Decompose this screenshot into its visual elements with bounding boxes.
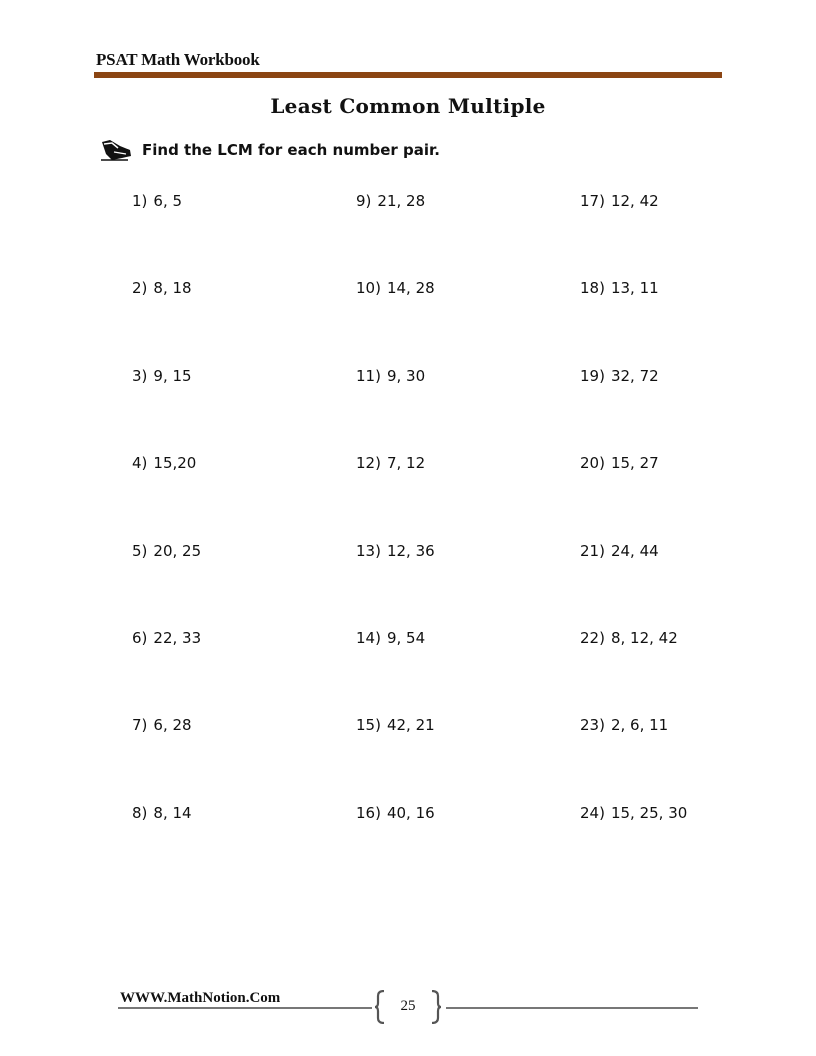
problem-values: 2, 6, 11 (610, 716, 669, 734)
problem-item (580, 454, 659, 472)
problem-number: 20) (580, 454, 605, 472)
problem-number: 6) (132, 629, 148, 647)
right-brace-icon (430, 990, 442, 1024)
writing-hand-icon (100, 138, 134, 162)
problem-item (356, 629, 425, 647)
problem-item (580, 804, 687, 822)
problem-number: 2) (132, 279, 148, 297)
problem-number: 8) (132, 804, 148, 822)
problem-number: 14) (356, 629, 381, 647)
problem-number: 18) (580, 279, 605, 297)
problem-values: 8, 12, 42 (610, 629, 678, 647)
problem-values: 9, 15 (153, 367, 192, 385)
problem-item (356, 804, 435, 822)
footer-rule-right (446, 1007, 698, 1009)
problem-item (132, 279, 192, 297)
problem-number: 22) (580, 629, 605, 647)
instruction (100, 138, 440, 162)
problem-number: 13) (356, 542, 381, 560)
problem-item (356, 542, 435, 560)
problem-item (132, 542, 201, 560)
problem-item (580, 716, 668, 734)
problem-item (580, 279, 659, 297)
problem-values: 15, 27 (610, 454, 659, 472)
instruction-text: Find the LCM for each number pair. (142, 141, 441, 159)
problem-number: 5) (132, 542, 148, 560)
running-header-title: PSAT Math Workbook (96, 50, 260, 69)
problem-number: 1) (132, 192, 148, 210)
problem-values: 12, 36 (386, 542, 435, 560)
problem-number: 9) (356, 192, 372, 210)
problem-values: 8, 14 (153, 804, 192, 822)
problem-item (580, 629, 678, 647)
problem-values: 22, 33 (153, 629, 202, 647)
problem-values: 24, 44 (610, 542, 659, 560)
problem-values: 9, 30 (386, 367, 426, 385)
problem-number: 21) (580, 542, 605, 560)
problem-item (580, 367, 659, 385)
problem-number: 3) (132, 367, 148, 385)
page-number: 25 (400, 998, 416, 1014)
footer-url: WWW.MathNotion.Com (120, 990, 281, 1006)
problem-item (356, 454, 425, 472)
problem-values: 9, 54 (386, 629, 426, 647)
problem-number: 4) (132, 454, 148, 472)
problem-values: 20, 25 (153, 542, 202, 560)
problem-item (356, 367, 425, 385)
problem-number: 17) (580, 192, 605, 210)
problem-values: 8, 18 (153, 279, 192, 297)
problem-number: 10) (356, 279, 381, 297)
problem-values: 6, 5 (153, 192, 183, 210)
problem-item (356, 279, 435, 297)
problem-values: 15,20 (153, 454, 197, 472)
problem-number: 23) (580, 716, 605, 734)
problem-item (132, 804, 192, 822)
problem-item (132, 716, 192, 734)
problem-item (132, 454, 196, 472)
problem-values: 14, 28 (386, 279, 435, 297)
header-rule (94, 72, 722, 78)
problem-item (132, 367, 192, 385)
problem-values: 7, 12 (386, 454, 426, 472)
problem-values: 32, 72 (610, 367, 659, 385)
problem-item (580, 192, 659, 210)
problem-number: 15) (356, 716, 381, 734)
problem-values: 21, 28 (377, 192, 426, 210)
page-title: Least Common Multiple (270, 94, 546, 118)
problem-item (356, 716, 435, 734)
footer-rule-left (118, 1007, 372, 1009)
problem-number: 12) (356, 454, 381, 472)
problem-values: 40, 16 (386, 804, 435, 822)
problem-values: 42, 21 (386, 716, 435, 734)
problem-number: 16) (356, 804, 381, 822)
problem-values: 13, 11 (610, 279, 659, 297)
problem-item (580, 542, 659, 560)
left-brace-icon (374, 990, 386, 1024)
problem-item (132, 629, 201, 647)
problem-values: 15, 25, 30 (610, 804, 688, 822)
problem-item (132, 192, 182, 210)
problem-values: 6, 28 (153, 716, 192, 734)
problem-item (356, 192, 425, 210)
problem-number: 24) (580, 804, 605, 822)
problem-number: 19) (580, 367, 605, 385)
problem-number: 7) (132, 716, 148, 734)
problem-values: 12, 42 (610, 192, 659, 210)
problem-number: 11) (356, 367, 381, 385)
